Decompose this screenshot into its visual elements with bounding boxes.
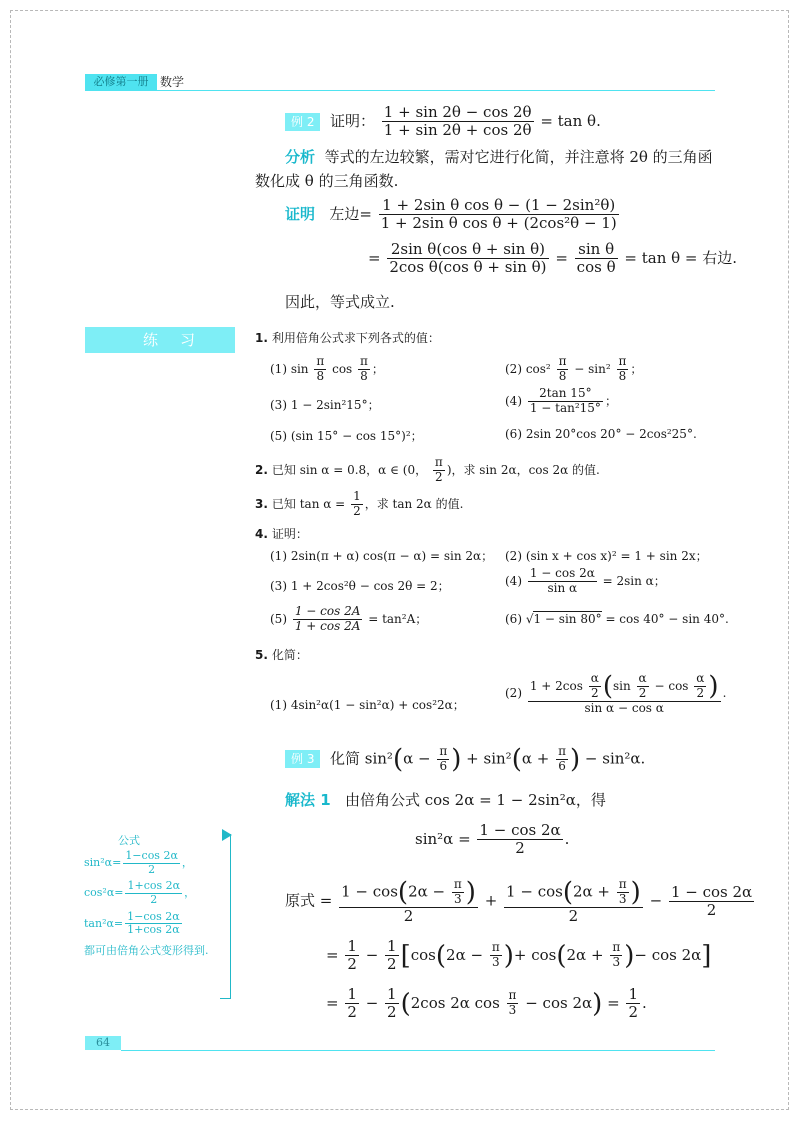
proof-f2-denominator: 2cos θ(cos θ + sin θ) <box>389 258 547 277</box>
sidebar-note: 都可由倍角公式变形得到. <box>84 943 209 957</box>
practice-q1-item-6: (6) 2sin 20°cos 20° − 2cos²25°. <box>505 427 697 441</box>
footer-rule <box>121 1050 715 1051</box>
prove-label: 证明： <box>330 111 376 130</box>
proof-line-2: = $\frac{\text{2sin θ(cos θ + sin θ)}}{\text{2cos θ(cos θ + sin θ)}}$ = $\frac{\text{sin θ}}{\text{cos θ}}$ = tan θ = 右边. <box>368 240 738 277</box>
practice-q5-item-1: (1) 4sin²α(1 − sin²α) + cos²2α； <box>270 698 465 712</box>
practice-q4-item-3: (3) 1 + 2cos²θ − cos 2θ = 2； <box>270 579 450 593</box>
practice-q1-item-1: (1) sin $\frac{\pi}{8}$ cos $\frac{\pi}{8}$ ； <box>270 354 384 383</box>
practice-q1-stem: 1. 利用倍角公式求下列各式的值： <box>255 331 440 345</box>
practice-q1-item-4: (4) $\frac{2\tan 15^\circ}{\text{1 − tan²15°}}$ ； <box>505 386 617 415</box>
practice-q5-stem: 5. 化简： <box>255 648 308 662</box>
derivation-row-2: = $\frac{1}{2}$ − $\frac{1}{2}$ [cos(2α − $\frac{\pi}{3}$ )+ cos(2α + $\frac{\pi}{3}$ )− cos 2α] <box>326 937 712 974</box>
example-3-tag: 例 3 <box>285 750 320 768</box>
derivation-row-1: 原式 = 1 − cos(2α − $\frac{\pi}{3}$ ) 2 + 1 − cos(2α + $\frac{\pi}{3}$ ) 2 − $\frac{1 - \cos 2\alpha}{2}$ <box>285 877 753 925</box>
sidebar-title: 公式 <box>118 834 140 847</box>
practice-q1-item-3: (3) 1 − 2sin²15°； <box>270 398 380 412</box>
proof-conclusion: 因此，等式成立. <box>285 293 395 311</box>
equals-sign: = <box>368 248 381 267</box>
practice-q5-item-2: (2) 1 + 2cos $\frac{\alpha}{2}$ (sin $\frac{\alpha}{2}$ − cos $\frac{\alpha}{2}$ ) sin α − cos α . <box>505 671 727 715</box>
practice-q4-item-4: (4) $\frac{1 - \cos 2\alpha}{\text{sin α}}$ = 2sin α； <box>505 566 666 595</box>
practice-title: 练习 <box>85 327 235 353</box>
proof-f3-denominator: cos θ <box>576 258 616 277</box>
practice-q3: 3. 已知 tan α = $\frac{1}{2}$ ，求 tan 2α 的值. <box>255 489 464 518</box>
derivation-row-3: = $\frac{1}{2}$ − $\frac{1}{2}$ (2cos 2α cos $\frac{\pi}{3}$ − cos 2α) = $\frac{1}{2}$ . <box>326 985 647 1022</box>
example-2-tag: 例 2 <box>285 113 320 131</box>
practice-q1-item-5: (5) (sin 15° − cos 15°)²； <box>270 429 423 443</box>
header-rule <box>85 90 715 91</box>
analysis-text-1: 等式的左边较繁，需对它进行化简，并注意将 2θ 的三角函 <box>324 148 713 166</box>
analysis-label: 分析 <box>285 148 316 166</box>
practice-q2: 2. 已知 sin α = 0.8，α ∈ (0， $\frac{\pi}{2}$ )，求 sin 2α，cos 2α 的值. <box>255 455 600 484</box>
proof-f2-numerator: 2sin θ(cos θ + sin θ) <box>387 241 548 259</box>
proof-f1-numerator: 1 + 2sin θ cos θ − (1 − 2sin²θ) <box>379 197 619 215</box>
proof-label: 证明 <box>285 204 316 223</box>
solution-1-line: 解法 1 由倍角公式 cos 2α = 1 − 2sin²α，得 <box>285 791 606 809</box>
lhs-denominator: 1 + sin 2θ + cos 2θ <box>383 121 532 140</box>
sidebar-formula-1: sin²α= $\frac{1-\cos 2\alpha}{2}$ ， <box>84 849 193 876</box>
analysis-line-1 <box>285 146 713 167</box>
subject-label: 数学 <box>160 75 185 89</box>
sqrt-radicand: 1 − sin 80° <box>533 612 602 626</box>
sidebar-arrow-icon <box>222 829 232 841</box>
formula-sidebar <box>84 832 232 961</box>
sidebar-bracket <box>220 834 231 999</box>
double-angle-formula: sin²α = $\frac{1 - \cos 2\alpha}{2}$ . <box>415 821 570 858</box>
left-side-label: 左边= <box>329 204 372 223</box>
practice-q4-stem: 4. 证明： <box>255 527 308 541</box>
practice-q4-item-2: (2) (sin x + cos x)² = 1 + sin 2x； <box>505 549 708 563</box>
example-3-statement: 例 3 化简 sin²(α − $\frac{\pi}{6}$ ) + sin²(α + $\frac{\pi}{6}$ ) − sin²α. <box>285 745 645 774</box>
lhs-numerator: 1 + sin 2θ − cos 2θ <box>383 103 532 121</box>
proof-f1-denominator: 1 + 2sin θ cos θ + (2cos²θ − 1) <box>380 214 617 233</box>
proof-tail: = tan θ = 右边. <box>624 248 738 267</box>
page-number: 64 <box>85 1036 121 1050</box>
practice-q4-item-1: (1) 2sin(π + α) cos(π − α) = sin 2α； <box>270 549 494 563</box>
solution-1-label: 解法 1 <box>285 791 331 809</box>
practice-q1-item-2: (2) cos² $\frac{\pi}{8}$ − sin² $\frac{\pi}{8}$ ； <box>505 354 643 383</box>
sidebar-formula-3: tan²α= $\frac{1-\cos 2\alpha}{1+\cos 2\alpha}$ <box>84 909 180 937</box>
sidebar-formula-2: cos²α= $\frac{1+\cos 2\alpha}{2}$ ， <box>84 879 196 906</box>
proof-f3-numerator: sin θ <box>575 241 618 259</box>
practice-q4-item-6: (6) √1 − sin 80° = cos 40° − sin 40°. <box>505 612 729 626</box>
example-2-statement <box>285 104 601 140</box>
rhs-text: = tan θ. <box>540 111 601 130</box>
proof-line-1 <box>285 197 621 233</box>
book-tab: 必修第一册 <box>85 74 157 90</box>
analysis-line-2: 数化成 θ 的三角函数. <box>255 172 399 190</box>
practice-q4-item-5: (5) $\frac{1 - \cos 2A}{1 + \cos 2A}$ = tan²A； <box>270 604 428 633</box>
